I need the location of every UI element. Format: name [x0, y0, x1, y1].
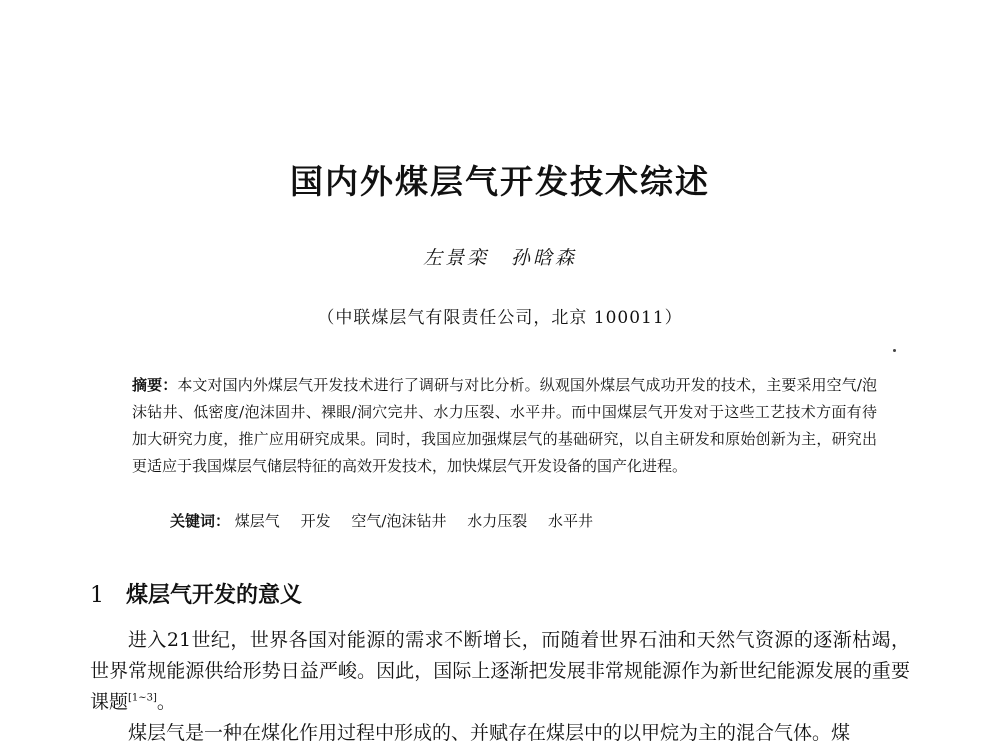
paragraph	[90, 718, 910, 749]
abstract	[132, 372, 877, 480]
keyword: 水力压裂	[467, 512, 528, 530]
author-line: 左景栾 孙晗森	[422, 247, 577, 269]
abstract-label: 摘要：	[132, 376, 178, 394]
section-number: 1	[90, 583, 104, 608]
affiliation: （中联煤层气有限责任公司，北京 100011）	[317, 308, 683, 328]
section-title: 煤层气开发的意义	[126, 582, 303, 608]
keyword: 空气/泡沫钻井	[351, 512, 447, 530]
section-heading	[90, 578, 302, 609]
paragraph-text: 进入21世纪，世界各国对能源的需求不断增长，而随着世界石油和天然气资源的逐渐枯竭，世界常规能源供给形势日益严峻。因此，国际上逐渐把发展非常规能源作为新世纪能源发展的重要课题	[90, 629, 910, 713]
keywords	[170, 508, 609, 535]
paragraph	[90, 625, 910, 718]
keyword: 水平井	[548, 512, 594, 530]
abstract-text: 本文对国内外煤层气开发技术进行了调研与对比分析。纵观国外煤层气成功开发的技术，主要采用空气/泡沫钻井、低密度/泡沫固井、裸眼/洞穴完井、水力压裂、水平井。而中国煤层气开发对于这些工艺技术方面有待加大研究力度，推广应用研究成果。同时，我国应加强煤层气的基础研究，以自主研发和原始创新为主，研究出更适应于我国煤层气储层特征的高效开发技术，加快煤层气开发设备的国产化进程。	[132, 376, 877, 475]
keyword: 开发	[300, 512, 331, 530]
citation-ref: [1~3]	[128, 692, 157, 704]
section-body	[90, 625, 910, 749]
paragraph-text: 煤层气是一种在煤化作用过程中形成的、并赋存在煤层中的以甲烷为主的混合气体。煤	[128, 722, 851, 744]
keywords-label: 关键词：	[170, 512, 231, 530]
keyword: 煤层气	[234, 512, 280, 530]
paragraph-end: 。	[156, 691, 176, 713]
scan-speck	[893, 349, 896, 352]
paper-title: 国内外煤层气开发技术综述	[290, 162, 710, 201]
